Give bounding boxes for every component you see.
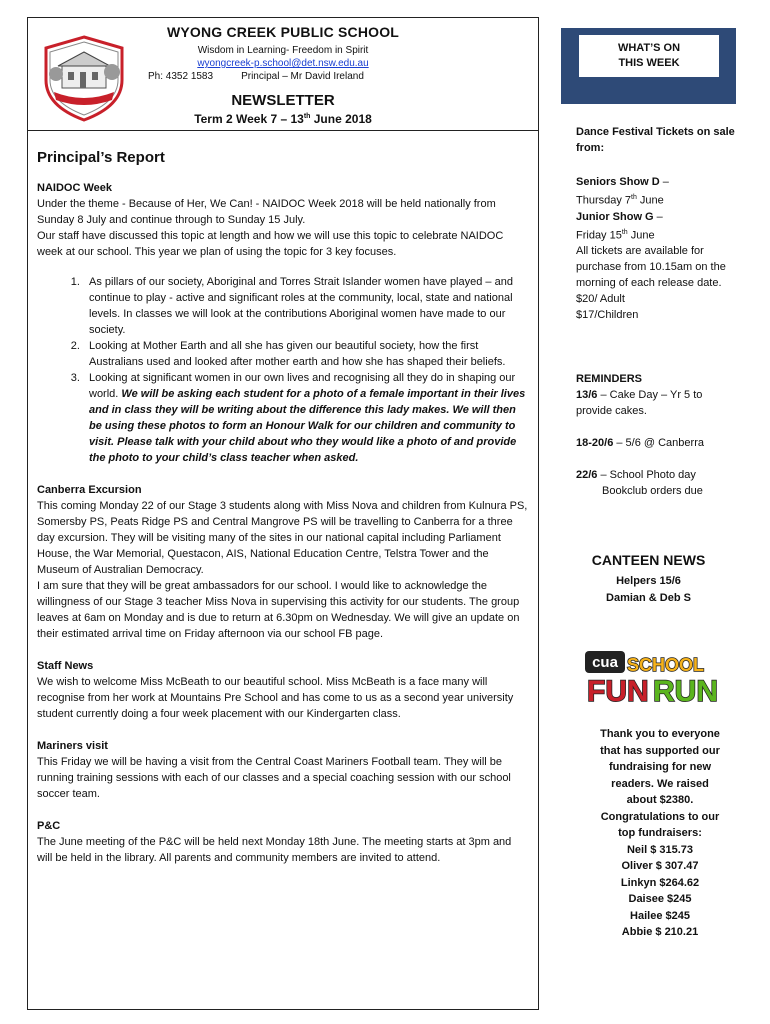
junior-show: Junior Show G – [576,210,663,223]
report-title: Principal’s Report [37,149,165,166]
fundraiser-entry: Oliver $ 307.47 [621,860,699,872]
fundraiser-entry: Daisee $245 [628,893,692,905]
logo-cua-text: cua [592,654,618,671]
whats-on-title: WHAT’S ON THIS WEEK [578,34,720,78]
mariners-para: This Friday we will be having a visit from the Central Coast Mariners Football team. They will be running training sessions with each of our classes and a special coaching session with our school soccer team. [37,756,511,800]
fundraising-thanks [570,726,750,941]
thanks-line: readers. We raised [611,777,709,790]
thanks-line: Thank you to everyone [600,728,720,740]
seniors-date: Thursday 7th June [576,194,664,207]
thanks-line: fundraising for new [608,761,712,773]
junior-date: Friday 15th June [576,228,655,242]
cua-school-fun-run-logo [583,645,719,705]
list-item: 3. Looking at significant women in our own lives and recognising all they do in shaping our world. We will be asking each student for a photo of a female important in their lives and in class they will be writing about the difference this lady makes. We will then be using these photos to form an Honour Walk for our children and community to visit. Please talk with your child about who they would like a photo of and provide the photo to your child’s class teacher when asked. [83,370,529,466]
reminder-item-sub: Bookclub orders due [602,485,703,497]
mariners-heading: Mariners visit [37,740,108,752]
fundraiser-entry: Abbie $ 210.21 [621,926,699,938]
price-child: $17/Children [576,309,639,322]
list-item: 2. Looking at Mother Earth and all she has given our beautiful society, how the first Australians used and looked after mother earth and how she has shaped their beliefs. [83,338,529,370]
list-item: 1. As pillars of our society, Aboriginal and Torres Strait Islander women have played – and continue to play - active and significant roles at the community, local, state and national levels. In classes we will look at the contributions Aboriginal women have made to our society. [83,274,529,338]
reminder-item: 18-20/6 – 5/6 @ Canberra [576,437,704,449]
thanks-line: Congratulations to our [600,810,720,823]
fundraiser-entry: Neil $ 315.73 [626,843,694,856]
canberra-para-1: This coming Monday 22 of our Stage 3 students along with Miss Nova and children from Kulnura PS, Somersby PS, Peats Ridge PS and Central Mangrove PS will be travelling to Canberra for a three day excursion. They will be visiting many of the sites in our national capital including Parliament House, the War Memorial, Questacon, AIS, National Education Centre, Telstra Tower and the Museum of Australian Democracy. [37,500,528,576]
report-content [37,150,529,866]
pc-heading: P&C [37,820,61,832]
principal-name: Principal – Mr David Ireland [241,71,364,82]
naidoc-para-2: Our staff have discussed this topic at length and how we will use this topic to celebrate NAIDOC week at our school. This year we plan of using the topic for 3 key focuses. [37,230,504,258]
naidoc-para-1: Under the theme - Because of Her, We Can! - NAIDOC Week 2018 will be held nationally from Sunday 8 July and continue through to Sunday 15 July. [37,198,496,226]
pc-para: The June meeting of the P&C will be held next Monday 18th June. The meeting starts at 3pm and will be held in the library. All parents and community members are invited to attend. [37,836,512,864]
newsletter-title: NEWSLETTER [231,92,335,109]
canberra-para-2: I am sure that they will be great ambassadors for our school. I would like to acknowledge the willingness of our Stage 3 teacher Miss Nova in supervising this activity for our students. The group leaves at 6am on Monday and is due to return at 6.30pm on Wednesday. We will give an update on their estimated arrival time on Friday afternoon via our school FB page. [37,580,520,640]
contact-line [128,71,438,82]
thanks-line: about $2380. [626,794,694,806]
seniors-show: Seniors Show D – [576,176,669,188]
staff-para: We wish to welcome Miss McBeath to our beautiful school. Miss McBeath is a face many will recognise from her work at Mountains Pre School and has come to us as a second year university student currently doing a four week placement with our Kindergarten class. [37,676,514,720]
canberra-heading: Canberra Excursion [37,484,142,496]
school-motto: Wisdom in Learning- Freedom in Spirit [197,45,369,56]
newsletter-header [28,18,538,131]
price-adult: $20/ Adult [576,293,625,306]
logo-fun-text: FUN [587,675,649,705]
term-date: Term 2 Week 7 – 13th June 2018 [194,112,372,126]
school-phone: Ph: 4352 1583 [148,71,214,82]
naidoc-focus-list [37,274,529,466]
reminders-heading: REMINDERS [576,373,643,385]
reminder-item: 22/6 – School Photo day [576,469,696,481]
staff-heading: Staff News [37,660,94,672]
header-text-block [128,24,438,126]
reminders-block [576,371,736,499]
canteen-title: CANTEEN NEWS [591,552,706,568]
fundraiser-entry: Linkyn $264.62 [620,876,700,889]
logo-run-text: RUN [653,675,718,705]
canteen-helpers: Helpers 15/6 Damian & Deb S [606,575,691,604]
school-email-link[interactable]: wyongcreek-p.school@det.nsw.edu.au [197,58,369,69]
thanks-line: top fundraisers: [618,827,702,839]
fundraiser-entry: Hailee $245 [630,909,690,922]
logo-school-text: SCHOOL [627,655,705,675]
tickets-info: All tickets are available for purchase from 10.15am on the morning of each release date. [576,245,726,290]
dance-heading: Dance Festival Tickets on sale from: [576,126,735,154]
school-name: WYONG CREEK PUBLIC SCHOOL [166,24,400,40]
thanks-line: that has supported our [600,744,720,757]
naidoc-heading: NAIDOC Week [37,182,112,194]
reminder-item: 13/6 – Cake Day – Yr 5 to provide cakes. [576,389,703,417]
dance-festival-block [576,124,736,323]
school-crest-logo [40,34,128,122]
